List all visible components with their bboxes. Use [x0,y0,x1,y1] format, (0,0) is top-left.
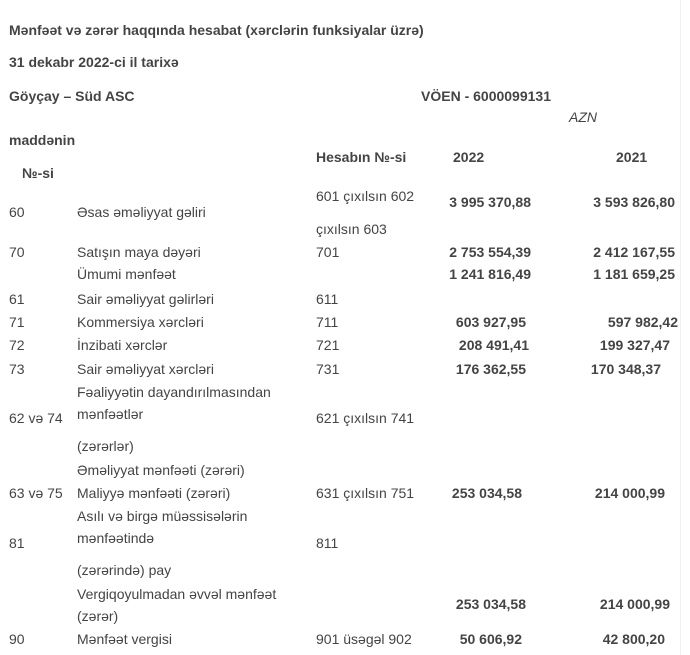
row-name: İnzibati xərclər [77,337,168,353]
row-number: 73 [9,361,25,377]
row-value-2022: 3 995 370,88 [449,194,531,210]
row-name: Əməliyyat mənfəəti (zərəri) [77,462,245,478]
row-value-2022: 2 753 554,39 [449,244,531,260]
row-value-2021: 199 327,47 [599,337,670,353]
row-name: Əsas əməliyyat gəliri [77,204,206,220]
row-name: Mənfəət vergisi [77,631,172,647]
row-name: Satışın maya dəyəri [77,244,201,260]
row-value-2022: 50 606,92 [459,631,522,647]
row-account: 731 [316,361,340,377]
row-name: Kommersiya xərcləri [77,314,204,330]
row-name-cont: mənfəətində [77,530,155,546]
row-value-2021: 214 000,99 [599,596,670,612]
row-account: 611 [316,291,339,307]
row-name: Vergiqoyulmadan əvvəl mənfəət [77,586,277,602]
row-value-2022: 253 034,58 [455,596,526,612]
row-name: Sair əməliyyat xərcləri [77,361,214,377]
row-name: Sair əməliyyat gəlirləri [77,291,214,307]
row-name-cont: (zərər) [77,608,119,624]
row-value-2021: 214 000,99 [594,485,665,501]
report-date: 31 dekabr 2022-ci il tarixə [9,54,179,70]
row-account: 601 çıxılsın 602 [316,188,415,204]
row-value-2021: 3 593 826,80 [593,194,675,210]
row-value-2021: 170 348,37 [590,361,661,377]
row-value-2022: 176 362,55 [455,361,526,377]
row-number: 60 [9,204,25,220]
row-account: 711 [316,314,339,330]
row-number: 63 və 75 [9,485,63,501]
column-header-2022: 2022 [453,149,485,165]
row-account: 621 çıxılsın 741 [316,410,415,426]
row-value-2021: 42 800,20 [602,631,665,647]
row-name: Ümumi mənfəət [77,266,176,282]
row-account: 901 üsəgəl 902 [316,631,412,647]
page-edge [680,0,681,655]
row-value-2021: 1 181 659,25 [593,266,675,282]
row-number: 61 [9,291,25,307]
row-number: 72 [9,337,25,353]
row-name-cont: (zərərlər) [77,438,134,454]
row-account: 701 [316,244,340,260]
row-number: 81 [9,535,25,551]
column-header-item: maddənin [9,132,76,148]
row-number: 62 və 74 [9,410,63,426]
column-header-2021: 2021 [616,149,648,165]
row-number: 70 [9,244,25,260]
report-title: Mənfəət və zərər haqqında hesabat (xərclərin funksiyalar üzrə) [9,22,424,38]
voen-number: VÖEN - 6000099131 [421,88,551,104]
row-name-cont: (zərərində) pay [77,562,172,578]
row-value-2022: 1 241 816,49 [449,266,531,282]
row-value-2022: 603 927,95 [455,314,526,330]
row-value-2021: 597 982,42 [607,314,678,330]
row-account: 721 [316,337,340,353]
currency-label: AZN [569,109,597,125]
column-header-item-no: №-si [22,165,54,181]
row-name-cont: mənfəətlər [77,406,144,422]
company-name: Göyçay – Süd ASC [9,88,135,104]
row-account: 811 [316,535,339,551]
row-name: Fəaliyyətin dayandırılmasından [77,384,271,400]
row-number: 71 [9,314,25,330]
row-value-2022: 208 491,41 [458,337,529,353]
row-value-2022: 253 034,58 [451,485,522,501]
row-name: Asılı və birgə müəssisələrin [77,508,248,524]
row-account-cont: çıxılsın 603 [316,221,387,237]
row-name: Maliyyə mənfəəti (zərəri) [77,485,231,501]
column-header-account: Hesabın №-si [316,149,407,165]
row-account: 631 çıxılsın 751 [316,485,415,501]
row-value-2021: 2 412 167,55 [593,244,675,260]
row-number: 90 [9,631,25,647]
